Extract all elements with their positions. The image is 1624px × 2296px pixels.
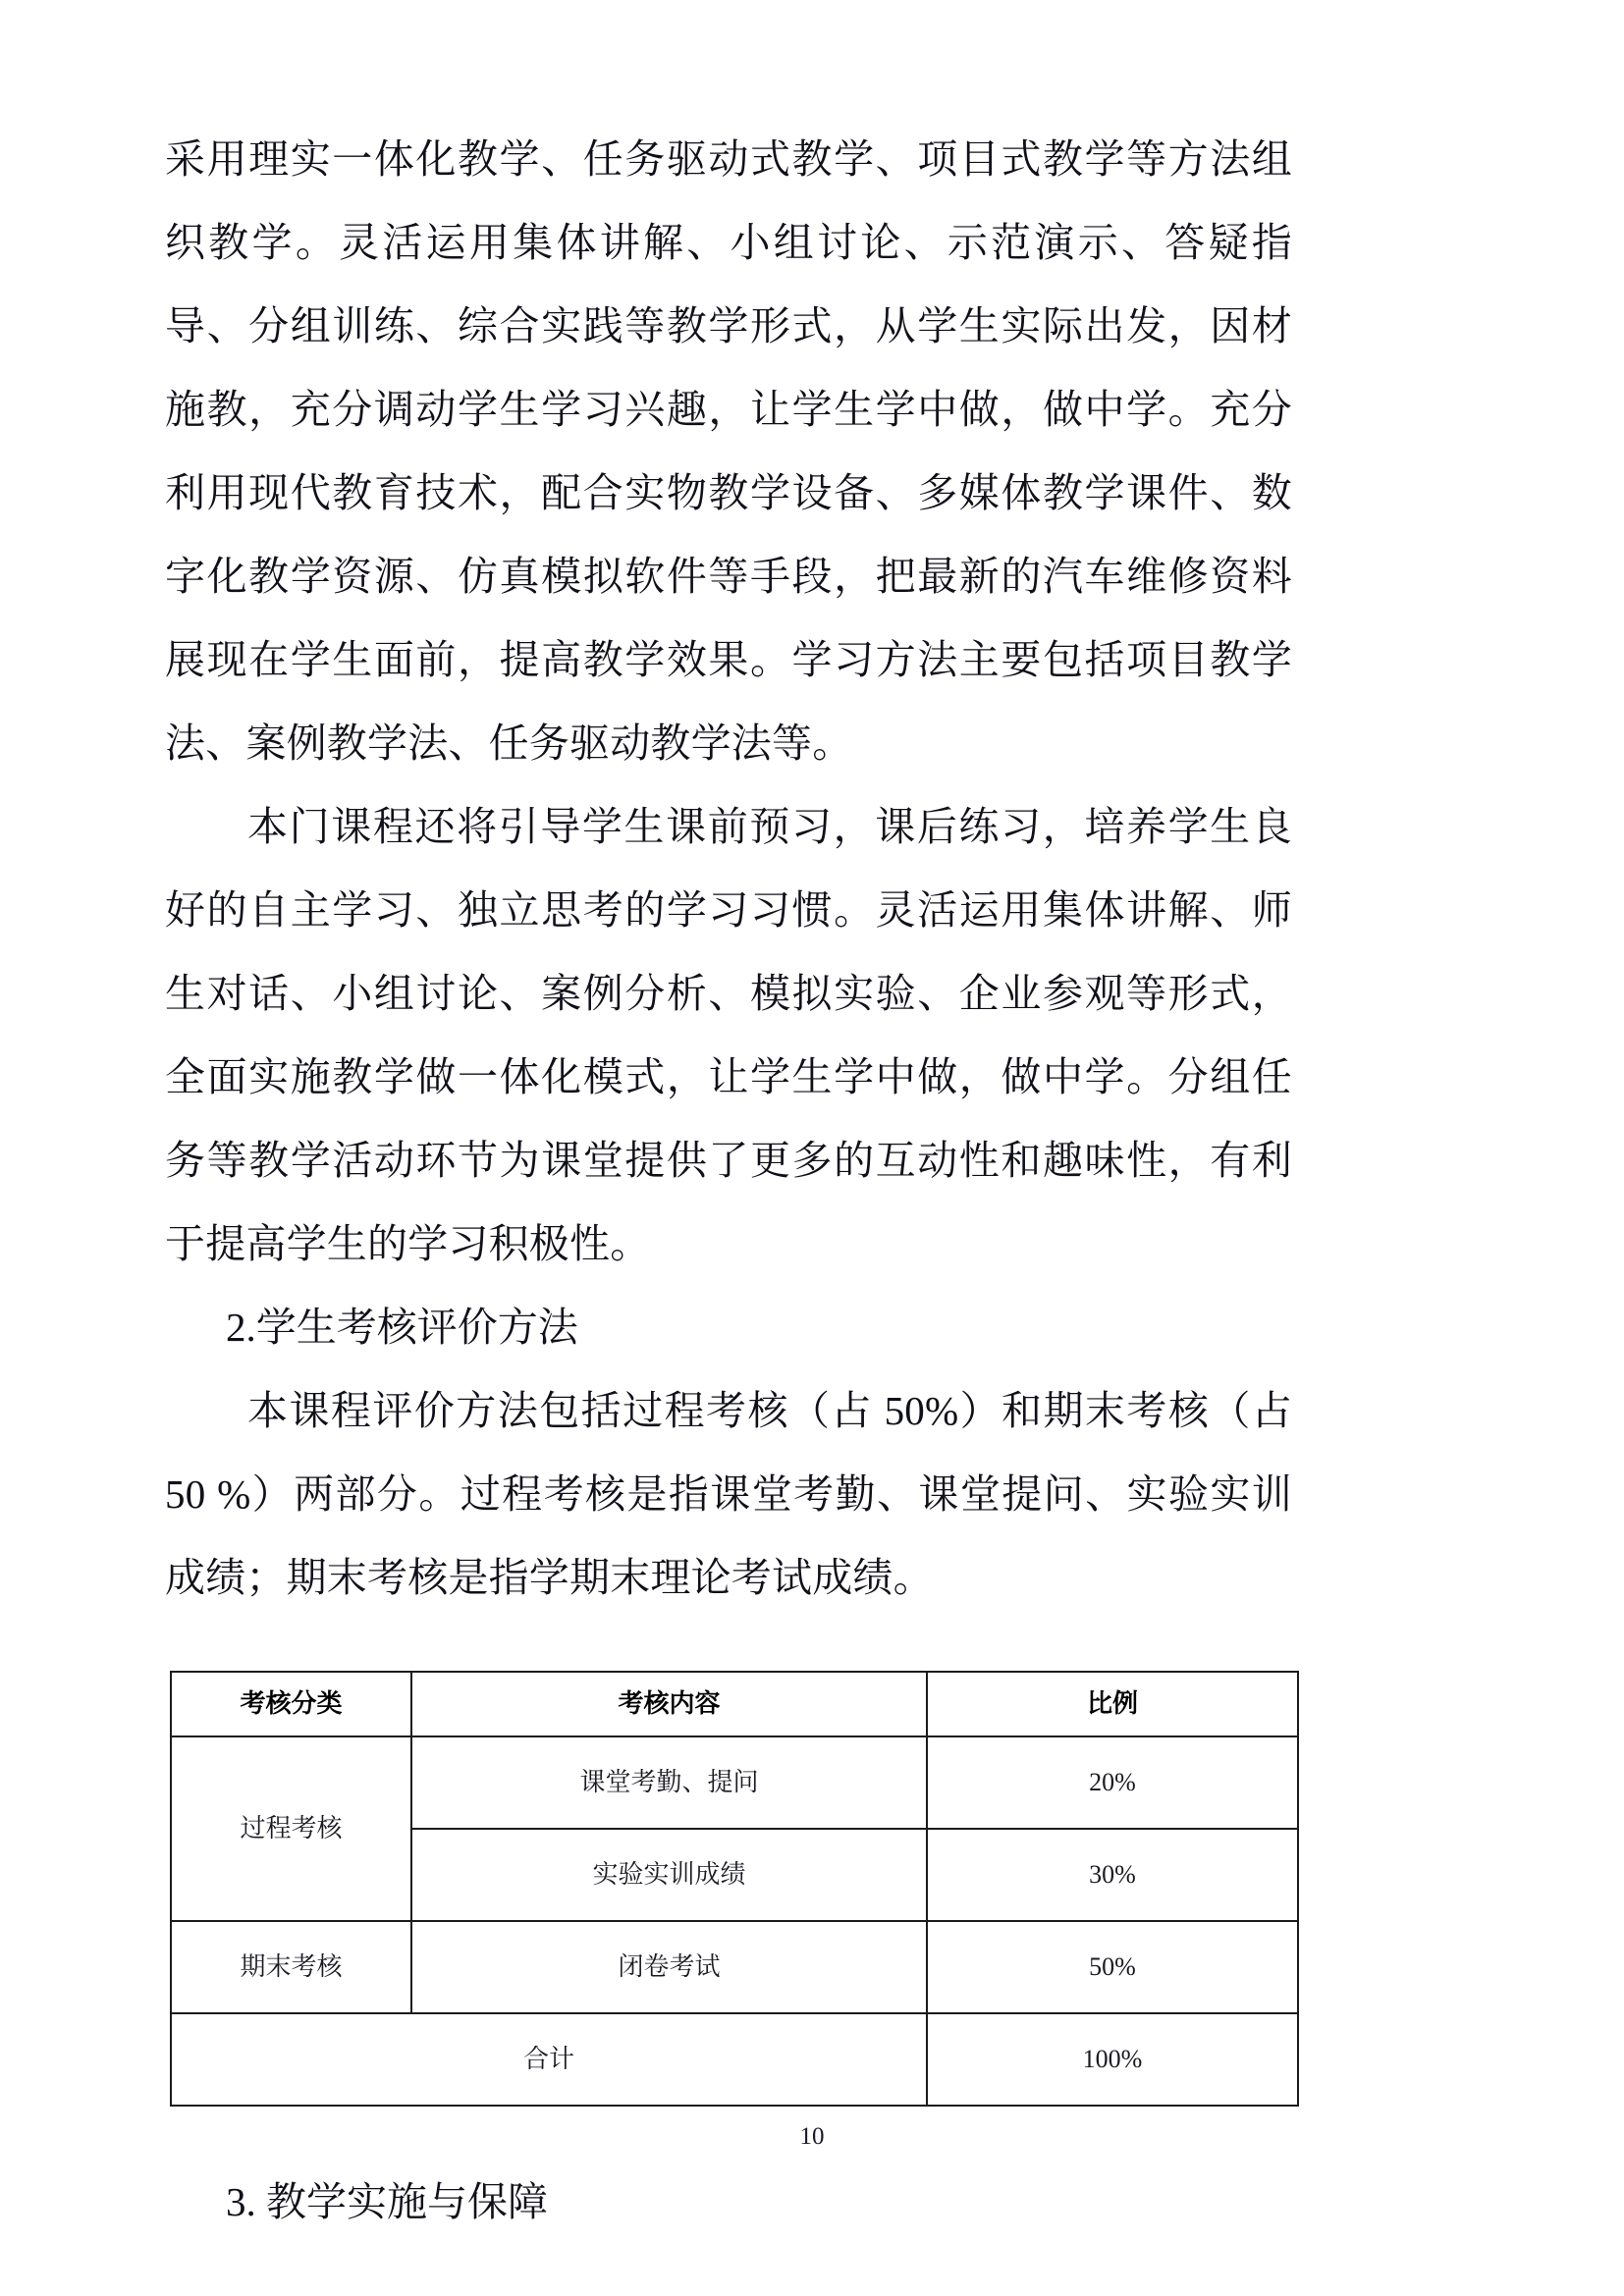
- table-row: [171, 1921, 1298, 2013]
- table-cell-content-closedbook: 闭卷考试: [411, 1921, 927, 2013]
- paragraph-teaching-methods: 采用理实一体化教学、任务驱动式教学、项目式教学等方法组织教学。灵活运用集体讲解、小组讨论、示范演示、答疑指导、分组训练、综合实践等教学形式，从学生实际出发，因材施教，充分调动学生学习兴趣，让学生学中做，做中学。充分利用现代教育技术，配合实物教学设备、多媒体教学课件、数字化教学资源、仿真模拟软件等手段，把最新的汽车维修资料展现在学生面前，提高教学效果。学习方法主要包括项目教学法、案例教学法、任务驱动教学法等。: [165, 136, 1292, 766]
- table-header-category: 考核分类: [171, 1672, 411, 1736]
- table-cell-ratio-closedbook: 50%: [927, 1921, 1298, 2013]
- table-cell-category-final: 期末考核: [171, 1921, 411, 2013]
- table-cell-total-ratio: 100%: [927, 2013, 1298, 2106]
- assessment-table: [170, 1671, 1299, 2107]
- table-cell-ratio-practical: 30%: [927, 1829, 1298, 1921]
- assessment-table-wrapper: [170, 1671, 1297, 2107]
- paragraph-learning-guidance: 本门课程还将引导学生课前预习，课后练习，培养学生良好的自主学习、独立思考的学习习惯。灵活运用集体讲解、师生对话、小组讨论、案例分析、模拟实验、企业参观等形式，全面实施教学做一体化模式，让学生学中做，做中学。分组任务等教学活动环节为课堂提供了更多的互动性和趣味性，有利于提高学生的学习积极性。: [165, 804, 1292, 1266]
- table-cell-content-attendance: 课堂考勤、提问: [411, 1736, 927, 1829]
- table-cell-ratio-attendance: 20%: [927, 1736, 1298, 1829]
- table-row: [171, 1736, 1298, 1829]
- paragraph-evaluation-method: 本课程评价方法包括过程考核（占 50%）和期末考核（占 50 %）两部分。过程考核是指课堂考勤、课堂提问、实验实训成绩；期末考核是指学期末理论考试成绩。: [165, 1388, 1292, 1600]
- page-number: 10: [799, 2123, 825, 2150]
- table-header-row: [171, 1672, 1298, 1736]
- table-row-total: [171, 2013, 1298, 2106]
- table-cell-content-practical: 实验实训成绩: [411, 1829, 927, 1921]
- table-header-content: 考核内容: [411, 1672, 927, 1736]
- table-cell-total-label: 合计: [171, 2013, 927, 2106]
- table-header-ratio: 比例: [927, 1672, 1298, 1736]
- section-heading-student-assessment: 2.学生考核评价方法: [226, 1305, 578, 1350]
- document-body: [165, 118, 1292, 2244]
- table-cell-category-process: 过程考核: [171, 1736, 411, 1921]
- section-heading-implementation: 3. 教学实施与保障: [226, 2179, 548, 2224]
